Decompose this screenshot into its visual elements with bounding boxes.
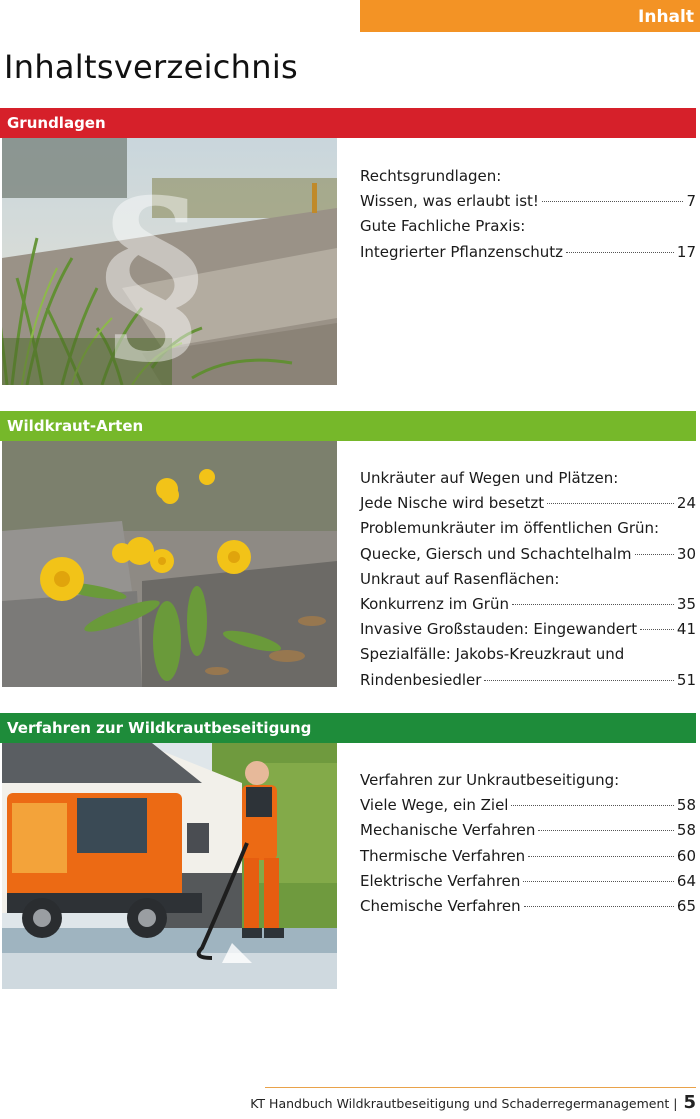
- toc-grundlagen: [360, 164, 696, 265]
- svg-text:§: §: [99, 156, 205, 385]
- toc-entry[interactable]: Gute Fachliche Praxis:: [360, 217, 526, 236]
- section-header-verfahren: Verfahren zur Wildkrautbeseitigung: [0, 713, 696, 743]
- toc-entry[interactable]: Rechtsgrundlagen:: [360, 167, 502, 185]
- section-header-wildkraut-arten: Wildkraut-Arten: [0, 411, 696, 441]
- toc-entry[interactable]: Spezialfälle: Jakobs-Kreuzkraut und: [360, 645, 625, 664]
- page-number: 5: [683, 1092, 696, 1113]
- section-tab: Inhalt: [360, 0, 700, 32]
- toc-entry[interactable]: Unkraut auf Rasenflächen:: [360, 569, 560, 588]
- toc-wildkraut-arten: [360, 466, 696, 693]
- toc-entry[interactable]: Mechanische Verfahren 58: [360, 821, 696, 840]
- toc-entry[interactable]: Invasive Großstauden: Eingewandert 41: [360, 620, 696, 639]
- photo-verfahren: [2, 743, 337, 989]
- photo-wildkraut-arten: [2, 441, 337, 687]
- toc-entry[interactable]: Jede Nische wird besetzt 24: [360, 494, 696, 513]
- page-footer: [250, 1092, 696, 1113]
- toc-entry[interactable]: Chemische Verfahren 65: [360, 897, 696, 916]
- toc-entry[interactable]: Elektrische Verfahren 64: [360, 871, 696, 890]
- section-header-grundlagen: Grundlagen: [0, 108, 696, 138]
- toc-entry[interactable]: Thermische Verfahren 60: [360, 846, 696, 865]
- toc-entry[interactable]: Unkräuter auf Wegen und Plätzen:: [360, 469, 619, 487]
- page-title: Inhaltsverzeichnis: [4, 48, 298, 86]
- photo-grundlagen: [2, 138, 337, 385]
- toc-entry[interactable]: Rindenbesiedler 51: [360, 670, 696, 689]
- toc-entry[interactable]: Viele Wege, ein Ziel 58: [360, 796, 696, 815]
- toc-entry[interactable]: Konkurrenz im Grün 35: [360, 595, 696, 614]
- toc-entry[interactable]: Problemunkräuter im öffentlichen Grün:: [360, 519, 660, 538]
- toc-verfahren: [360, 768, 696, 919]
- toc-entry[interactable]: Verfahren zur Unkrautbeseitigung:: [360, 771, 620, 789]
- toc-entry[interactable]: Quecke, Giersch und Schachtelhalm 30: [360, 544, 696, 563]
- toc-entry[interactable]: Wissen, was erlaubt ist! 7: [360, 192, 696, 211]
- toc-entry[interactable]: Integrierter Pflanzenschutz 17: [360, 242, 696, 261]
- footer-text: KT Handbuch Wildkrautbeseitigung und Schaderregermanagement |: [250, 1096, 678, 1111]
- footer-divider: [265, 1087, 696, 1088]
